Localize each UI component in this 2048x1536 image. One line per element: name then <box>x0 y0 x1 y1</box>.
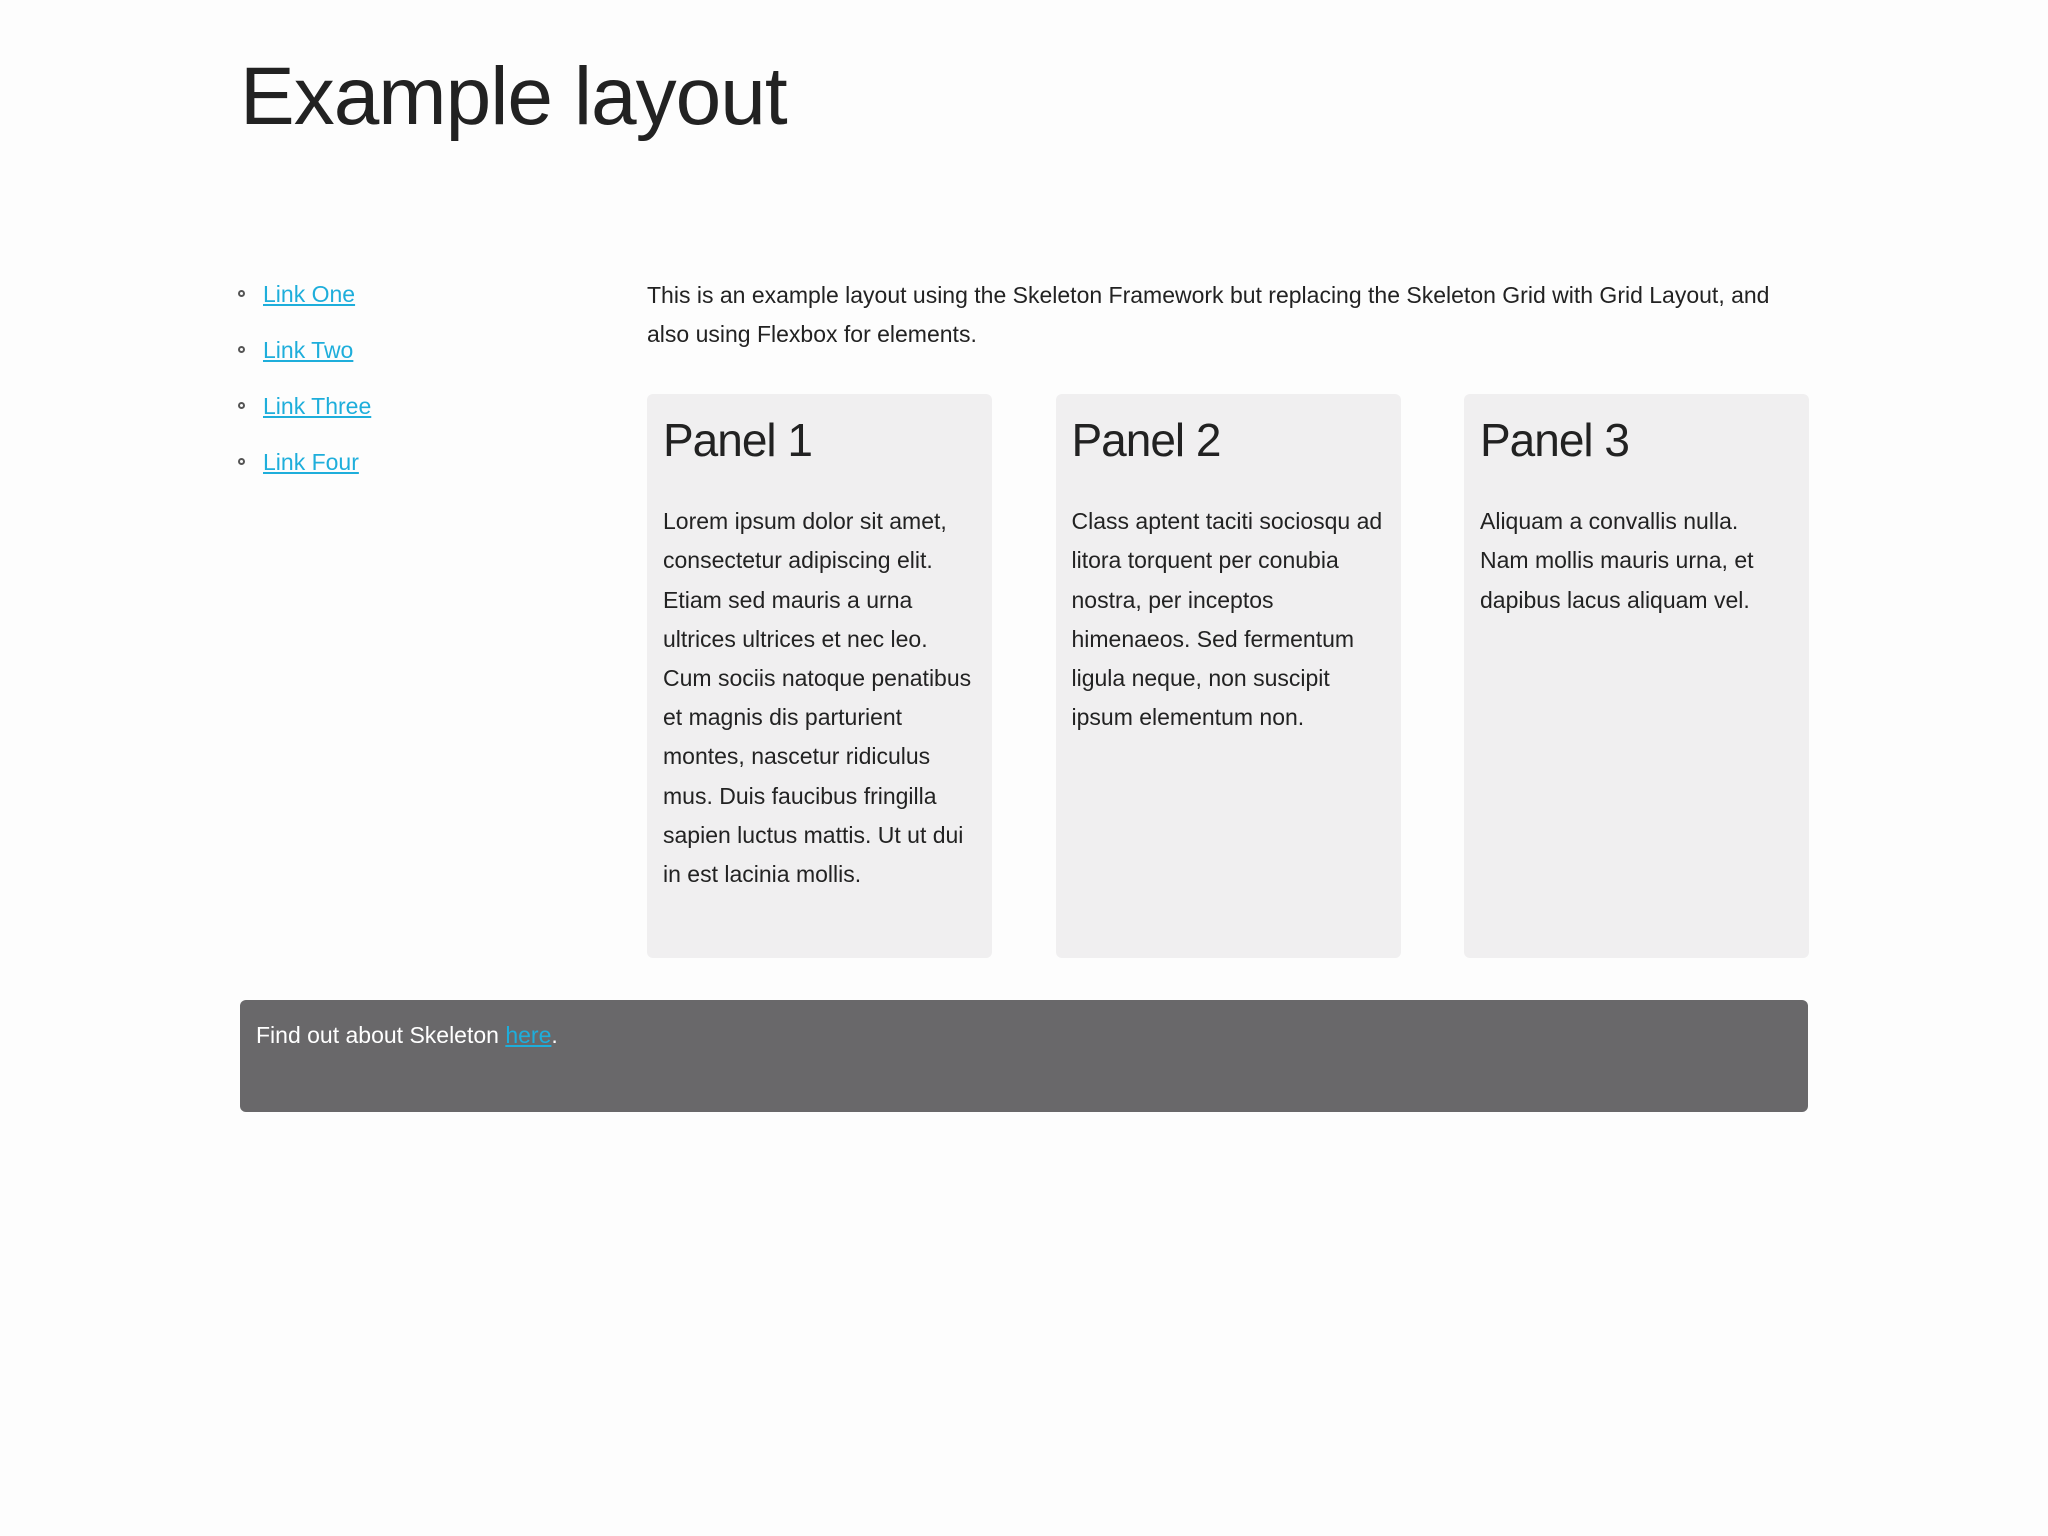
nav-link-two[interactable]: Link Two <box>263 337 354 363</box>
panel-title: Panel 3 <box>1480 414 1630 466</box>
panels-row <box>647 394 1809 958</box>
footer <box>240 1000 1808 1112</box>
panel-3 <box>1464 394 1809 958</box>
panel-1 <box>647 394 992 958</box>
panel-text: Aliquam a convallis nulla. Nam mollis mauris urna, et dapibus lacus aliquam vel. <box>1480 508 1754 613</box>
footer-here-link[interactable]: here <box>505 1022 552 1048</box>
panel-2 <box>1056 394 1401 958</box>
footer-text: Find out about Skeleton <box>256 1022 506 1048</box>
nav-link-four[interactable]: Link Four <box>263 449 359 475</box>
nav-item-link-two <box>238 333 371 389</box>
circle-bullet-icon <box>238 290 245 297</box>
circle-bullet-icon <box>238 402 245 409</box>
circle-bullet-icon <box>238 346 245 353</box>
side-nav <box>238 277 371 501</box>
panel-title: Panel 1 <box>663 414 813 466</box>
panel-text: Lorem ipsum dolor sit amet, consectetur adipiscing elit. Etiam sed mauris a urna ultrices ultrices et nec leo. Cum sociis natoque penatibus et magnis dis parturient montes, nascetur ridiculus mus. Duis faucibus fringilla sapien luctus mattis. Ut ut dui in est lacinia mollis. <box>663 508 972 888</box>
nav-item-link-one <box>238 277 371 333</box>
nav-item-link-four <box>238 445 371 501</box>
nav-link-three[interactable]: Link Three <box>263 393 372 419</box>
panel-text: Class aptent taciti sociosqu ad litora torquent per conubia nostra, per inceptos himenaeos. Sed fermentum ligula neque, non suscipit ipsum elementum non. <box>1071 508 1383 731</box>
intro-paragraph: This is an example layout using the Skeleton Framework but replacing the Skeleton Grid with Grid Layout, and also using Flexbox for elements. <box>647 282 1770 347</box>
circle-bullet-icon <box>238 458 245 465</box>
footer-text-end: . <box>551 1022 558 1048</box>
nav-item-link-three <box>238 389 371 445</box>
page-title: Example layout <box>240 51 787 142</box>
nav-link-one[interactable]: Link One <box>263 281 356 307</box>
panel-title: Panel 2 <box>1071 414 1221 466</box>
